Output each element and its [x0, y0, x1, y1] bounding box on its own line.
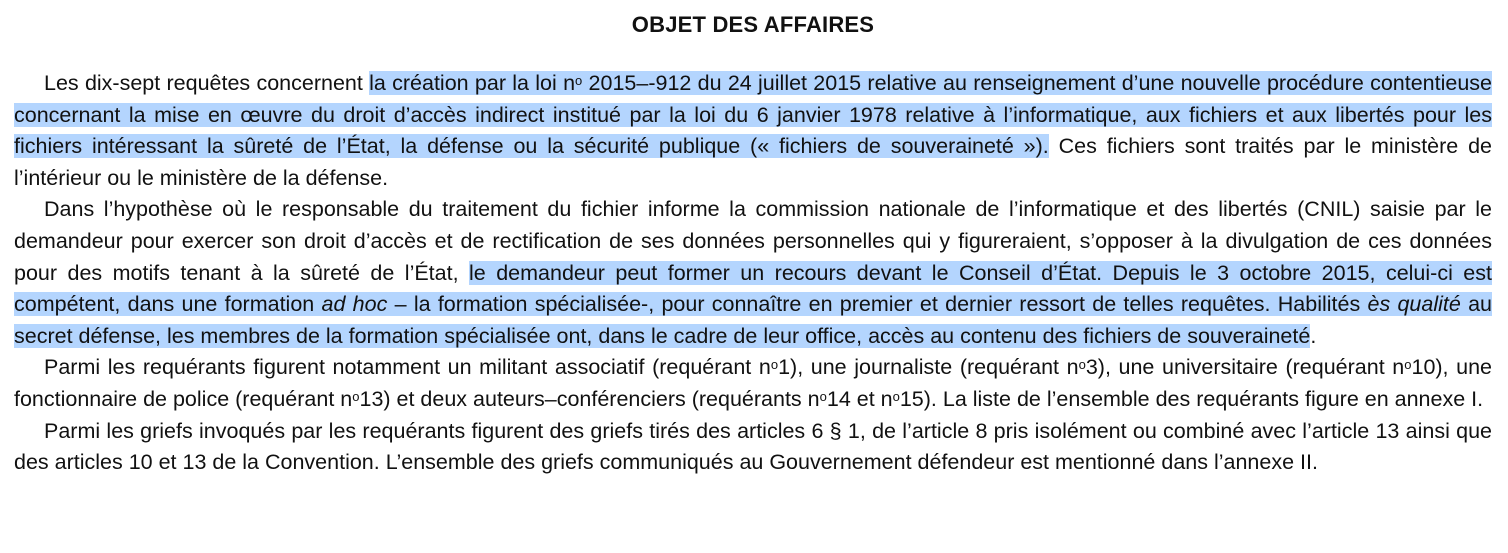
p3-sup-4: o [352, 388, 360, 404]
p1-sup: o [575, 73, 583, 88]
p2-text-b: le demandeur peut former un recours devant le Conseil d’État. Depuis le 3 octobre 2015, celui-ci est compétent, dans une formation [14, 260, 1492, 317]
p2-text-d: au secret défense, les membres de la formation spécialisée ont, dans le cadre de leur office, accès au contenu des fichiers de souveraineté [14, 292, 1492, 348]
p2-em-es-qualite: ès qualité [1367, 292, 1461, 317]
paragraph-3[interactable] [14, 352, 1492, 415]
p3-sup-2: o [1078, 357, 1086, 373]
p3-sup-5: o [819, 388, 827, 404]
p3-text-d: 10), une fonctionnaire de police (requérant n [14, 355, 1493, 411]
paragraph-2[interactable] [14, 194, 1492, 352]
p3-text-g: 15). La liste de l’ensemble des requérants figure en annexe I. [899, 386, 1484, 411]
section-title: OBJET DES AFFAIRES [631, 12, 875, 37]
p1-text-d: Ces fichiers sont traités par le ministère de l’intérieur ou le ministère de la défense. [14, 134, 1493, 190]
p2-text-e: . [1310, 323, 1317, 348]
p2-text-a: Dans l’hypothèse où le responsable du traitement du fichier informe la commission nationale de l’informatique et des libertés (CNIL) saisie par le demandeur pour exercer son droit d’accès et de rectification de ses données personnelles qui y figureraient, s’opposer à la divulgation de ces données pour des motifs tenant à la sûreté de l’État, [14, 197, 1492, 285]
p3-text-e: 13) et deux auteurs–conférenciers (requérants n [359, 386, 820, 411]
p1-text-b: la création par la loi n [369, 71, 576, 95]
p3-sup-1: o [770, 357, 779, 373]
p2-em-ad-hoc: ad hoc [321, 292, 388, 317]
paragraph-1[interactable] [14, 68, 1492, 194]
p1-text-c: 2015–-912 du 24 juillet 2015 relative au renseignement d’une nouvelle procédure contentieuse concernant la mise en œuvre du droit d’accès indirect institué par la loi du 6 janvier 1978 relative à l’informatique, aux fichiers et aux libertés pour les fichiers intéressant la sûreté de l’État, la défense ou la sécurité publique (« fichiers de souveraineté »). [14, 71, 1492, 159]
p3-sup-3: o [1404, 357, 1412, 373]
p3-text-c: 3), une universitaire (requérant n [1085, 355, 1405, 380]
p1-text-a: Les dix-sept requêtes concernent [44, 71, 370, 95]
p2-text-c: – la formation spécialisée-, pour connaître en premier et dernier ressort de telles requêtes. Habilités [387, 292, 1368, 317]
p3-text-a: Parmi les requérants figurent notamment un militant associatif (requérant n [44, 355, 771, 380]
p3-text-f: 14 et n [826, 386, 893, 411]
p3-text-b: 1), une journaliste (requérant n [778, 355, 1079, 380]
paragraph-4[interactable]: Parmi les griefs invoqués par les requérants figurent des griefs tirés des articles 6 § 1, de l’article 8 pris isolément ou combiné avec l’article 13 ainsi que des articles 10 et 13 de la Convention. L’ensemble des griefs communiqués au Gouvernement défendeur est mentionné dans l’annexe II. [14, 418, 1492, 475]
p3-sup-6: o [892, 388, 900, 404]
